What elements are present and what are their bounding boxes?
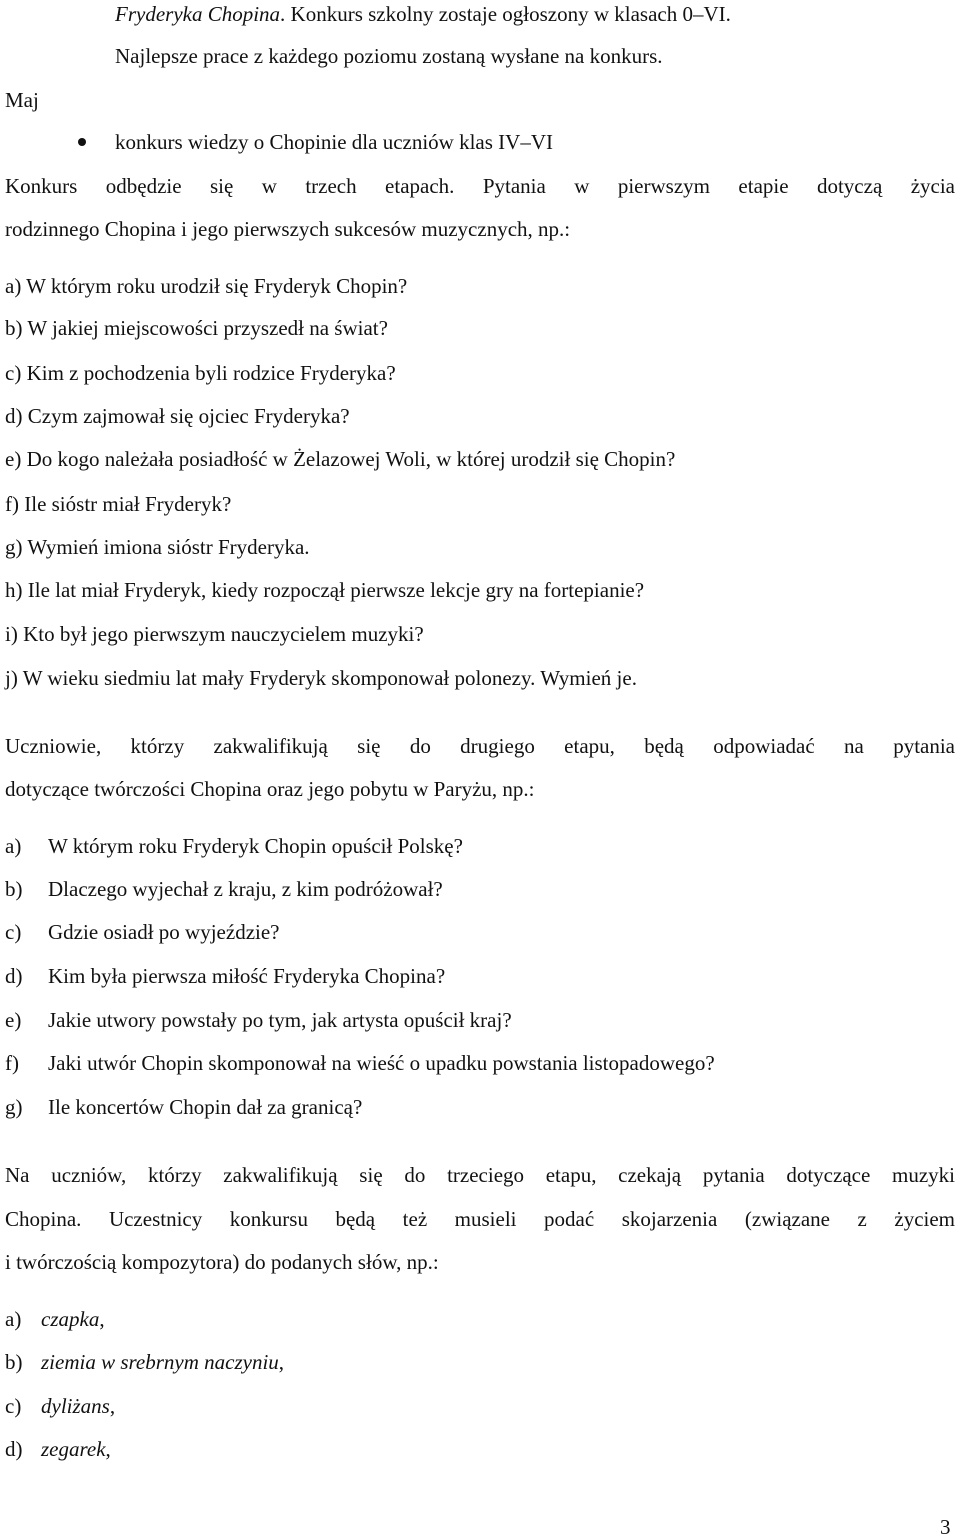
stage1-line-2: rodzinnego Chopina i jego pierwszych sukcesów muzycznych, np.: xyxy=(5,217,571,241)
stage3-word-item xyxy=(41,1396,115,1417)
stage1-line-1: Konkurs odbędzie się w trzech etapach. Pytania w pierwszym etapie dotyczą życia xyxy=(5,176,955,198)
stage3-label: b) xyxy=(5,1350,23,1374)
month-label: Maj xyxy=(5,88,39,112)
stage3-line-2: Chopina. Uczestnicy konkursu będą też musieli podać skojarzenia (związane z życiem xyxy=(5,1209,955,1231)
intro-italic-name: Fryderyka Chopina xyxy=(115,2,281,26)
stage1-question: b) W jakiej miejscowości przyszedł na świat? xyxy=(5,316,388,340)
stage3-word-sep: , xyxy=(99,1307,105,1331)
stage3-line-1: Na uczniów, którzy zakwalifikują się do trzeciego etapu, czekają pytania dotyczące muzyki xyxy=(5,1165,955,1187)
stage1-question: j) W wieku siedmiu lat mały Fryderyk skomponował polonezy. Wymień je. xyxy=(5,666,637,690)
stage3-word: czapka xyxy=(41,1307,100,1331)
stage2-label: e) xyxy=(5,1008,22,1032)
stage2-question: Dlaczego wyjechał z kraju, z kim podróżował? xyxy=(48,877,443,901)
stage1-question: a) W którym roku urodził się Fryderyk Chopin? xyxy=(5,274,408,298)
intro-line-1 xyxy=(115,4,731,25)
stage3-word-sep: , xyxy=(278,1350,285,1374)
stage3-label: d) xyxy=(5,1437,23,1461)
stage2-line-1: Uczniowie, którzy zakwalifikują się do drugiego etapu, będą odpowiadać na pytania xyxy=(5,736,955,758)
stage2-label: b) xyxy=(5,877,23,901)
stage3-label: a) xyxy=(5,1307,22,1331)
stage2-question: Jaki utwór Chopin skomponował na wieść o upadku powstania listopadowego? xyxy=(48,1051,715,1075)
stage1-question: h) Ile lat miał Fryderyk, kiedy rozpoczął pierwsze lekcje gry na fortepianie? xyxy=(5,578,645,602)
page-number: 3 xyxy=(940,1515,951,1539)
stage3-word-item xyxy=(41,1352,284,1373)
stage2-label: g) xyxy=(5,1095,23,1119)
stage1-question: i) Kto był jego pierwszym nauczycielem muzyki? xyxy=(5,622,424,646)
stage2-question: W którym roku Fryderyk Chopin opuścił Polskę? xyxy=(48,834,463,858)
stage2-label: d) xyxy=(5,964,23,988)
stage3-word-item xyxy=(41,1439,111,1460)
stage2-question: Jakie utwory powstały po tym, jak artysta opuścił kraj? xyxy=(48,1008,512,1032)
stage1-question: d) Czym zajmował się ojciec Fryderyka? xyxy=(5,404,350,428)
stage3-word: dyliżans xyxy=(41,1394,110,1418)
stage2-question: Kim była pierwsza miłość Fryderyka Chopina? xyxy=(48,964,446,988)
stage1-question: c) Kim z pochodzenia byli rodzice Fryderyka? xyxy=(5,361,396,385)
stage1-question: g) Wymień imiona sióstr Fryderyka. xyxy=(5,535,310,559)
stage2-question: Gdzie osiadł po wyjeździe? xyxy=(48,920,280,944)
stage3-word-item xyxy=(41,1309,105,1330)
stage2-question: Ile koncertów Chopin dał za granicą? xyxy=(48,1095,363,1119)
stage3-word: zegarek xyxy=(41,1437,106,1461)
stage1-question: f) Ile sióstr miał Fryderyk? xyxy=(5,492,232,516)
stage2-label: a) xyxy=(5,834,22,858)
stage3-word: ziemia w srebrnym naczyniu xyxy=(41,1350,279,1374)
stage3-word-sep: , xyxy=(109,1394,116,1418)
stage3-word-sep: , xyxy=(105,1437,111,1461)
stage2-line-2: dotyczące twórczości Chopina oraz jego pobytu w Paryżu, np.: xyxy=(5,777,535,801)
stage2-label: c) xyxy=(5,920,22,944)
intro-line-2: Najlepsze prace z każdego poziomu zostaną wysłane na konkurs. xyxy=(115,44,663,68)
stage1-question: e) Do kogo należała posiadłość w Żelazowej Woli, w której urodził się Chopin? xyxy=(5,447,676,471)
intro-line-1-text: . Konkurs szkolny zostaje ogłoszony w klasach 0–VI. xyxy=(280,2,731,26)
stage3-line-3: i twórczością kompozytora) do podanych słów, np.: xyxy=(5,1250,439,1274)
stage3-label: c) xyxy=(5,1394,22,1418)
bullet-icon xyxy=(78,138,86,146)
stage2-label: f) xyxy=(5,1051,19,1075)
bullet-heading: konkurs wiedzy o Chopinie dla uczniów klas IV–VI xyxy=(115,130,553,154)
